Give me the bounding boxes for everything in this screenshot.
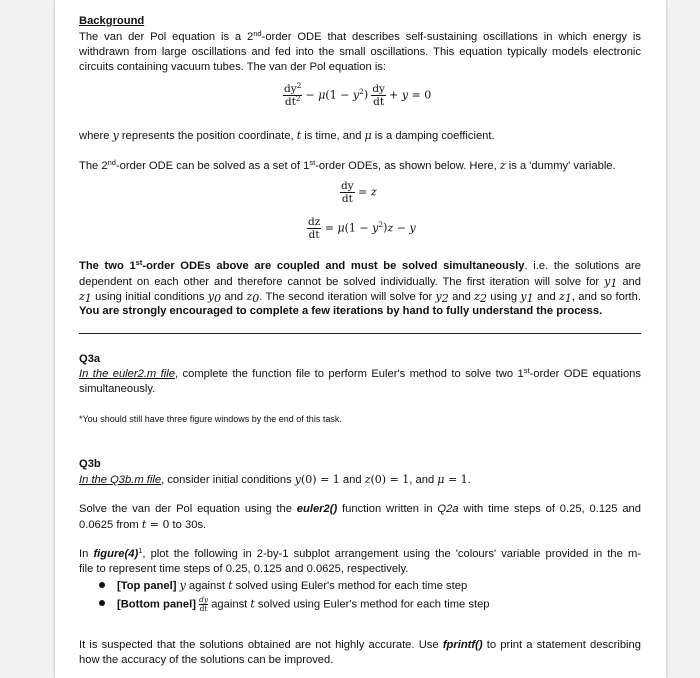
coupled-line-1: The two 1st-order ODEs above are coupled and must be solved simultaneously. i.e. the solutions are	[79, 258, 642, 272]
dz-dt-equation: $\frac{dz}{dt}$ = $\mu(1 - y^2)z - y$	[308, 216, 416, 241]
intro-line-2: withdrawn from large oscillations and fed into the small oscillations. This equation typically models electronic	[79, 46, 641, 58]
coupled-line-4: You are strongly encouraged to complete a few iterations by hand to fully understand the process.	[79, 305, 603, 317]
van-der-pol-equation: $\frac{dy^2}{dt^2}$ − $\mu(1 - y^2)$ $\frac{dy}{dt}$ + y = 0	[284, 81, 432, 108]
q3b-final-line-1: It is suspected that the solutions obtained are not highly accurate. Use fprintf() to print a statement describing	[79, 639, 641, 651]
q3b-figure-line-1: In $figure(4)^1$, plot the following in 2-by-1 subplot arrangement using the 'colours' variable provided in the m-	[79, 546, 641, 560]
first-order-intro: The 2nd-order ODE can be solved as a set of 1st-order ODEs, as shown below. Here, z is a 'dummy' variable.	[79, 158, 616, 172]
q3a-line-2: simultaneously.	[79, 383, 156, 395]
bullet-icon	[99, 582, 105, 588]
q3b-line-1: In the Q3b.m file, consider initial conditions y(0) = 1 and z(0) = 1, and μ = 1.	[79, 473, 471, 486]
q3b-solve-line-1: Solve the van der Pol equation using the euler2() function written in Q2a with time steps of 0.25, 0.125 and	[79, 503, 641, 515]
q3b-solve-line-2: 0.0625 from t = 0 to 30s.	[79, 518, 207, 531]
bullet-icon	[99, 600, 105, 606]
q3a-line-1: In the euler2.m file, complete the function file to perform Euler's method to solve two 1st-order ODE equations	[79, 366, 641, 380]
bullet-top-panel: [Top panel] y against t solved using Euler's method for each time step	[99, 578, 467, 594]
bullet-bottom-panel: [Bottom panel] $\frac{dy}{dt}$ against t solved using Euler's method for each time step	[99, 596, 490, 613]
where-line: where y represents the position coordinate, t is time, and μ is a damping coefficient.	[79, 129, 495, 142]
q3a-heading: Q3a	[79, 353, 101, 365]
dy-dt-equation: $\frac{dy}{dt}$ = z	[341, 180, 377, 205]
q3a-note: *You should still have three figure windows by the end of this task.	[79, 414, 342, 424]
q3b-figure-line-2: file to represent time steps of 0.25, 0.125 and 0.0625, respectively.	[79, 563, 409, 575]
section-divider	[79, 333, 641, 334]
q3b-final-line-2: how the accuracy of the solutions can be improved.	[79, 654, 334, 666]
intro-line-1: The van der Pol equation is a 2nd-order ODE that describes self-sustaining oscillations in which energy is	[79, 29, 641, 43]
background-heading: Background	[79, 15, 145, 27]
document-page	[55, 0, 666, 678]
q3b-heading: Q3b	[79, 458, 101, 470]
intro-line-3: circuits containing vacuum tubes. The van der Pol equation is:	[79, 61, 387, 73]
coupled-line-3: $z_1$ using initial conditions $y_0$ and $z_0$. The second iteration will solve for $y_2$ and $z_2$ using $y_1$ and $z_1$, and so forth.	[79, 290, 641, 305]
coupled-line-2: dependent on each other and therefore cannot be solved individually. The first iteration will solve for $y_1$ and	[79, 275, 641, 290]
